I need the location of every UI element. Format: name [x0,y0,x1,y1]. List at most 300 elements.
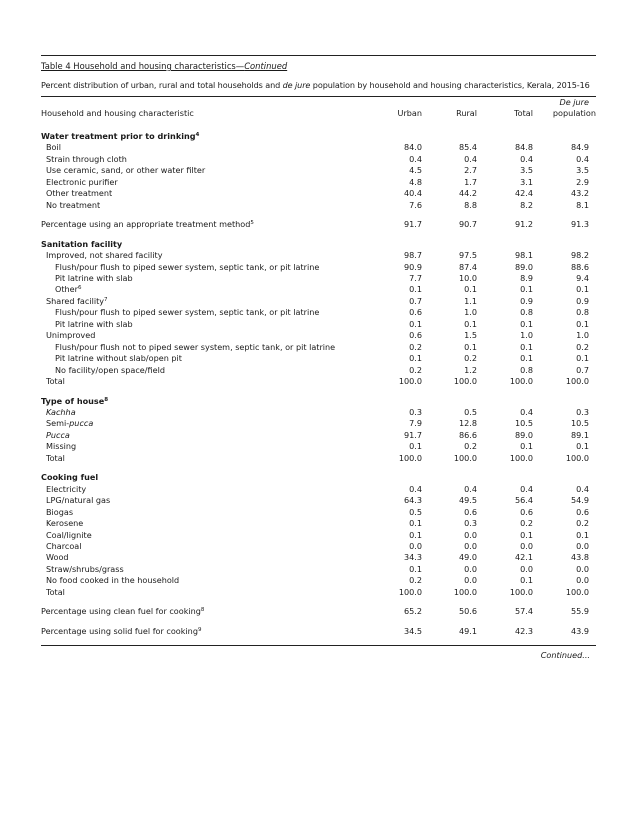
table-row [41,430,596,441]
cell-rural: 2.7 [464,165,477,176]
subtitle-text: Percent distribution of urban, rural and total households and [41,80,283,90]
cell-rural: 1.0 [464,307,477,318]
row-label-text: LPG/natural gas [46,495,111,506]
cell-total: 8.2 [520,199,533,210]
row-label-text: Percentage using clean fuel for cooking [41,606,201,617]
row-label [41,541,366,552]
cell-total: 89.0 [514,429,533,440]
row-label-text: Improved, not shared facility [46,250,163,261]
row-label [41,319,366,330]
cell-total: 0.4 [520,483,533,494]
spacer-row [41,388,596,396]
col-characteristic: Household and housing characteristic [41,108,194,118]
row-label [41,484,366,495]
cell-total: 57.4 [514,606,533,617]
table-row [41,165,596,176]
cell-total: 10.5 [514,418,533,429]
row-label-text: Strain through cloth [46,153,127,164]
table-row [41,330,596,341]
section-heading-text: Cooking fuel [41,472,99,483]
row-label [41,353,366,364]
row-label-text: Other [55,284,78,295]
table-row [41,530,596,541]
row-label [41,307,366,318]
table-row [41,154,596,165]
table-row [41,177,596,188]
cell-dejure: 98.2 [570,250,589,261]
row-label-text: Shared facility [46,295,105,306]
cell-rural: 44.2 [458,188,477,199]
cell-dejure: 1.0 [576,330,589,341]
row-label [41,407,366,418]
table-row [41,587,596,598]
cell-urban: 0.1 [409,518,422,529]
cell-total: 56.4 [514,495,533,506]
row-label [41,530,366,541]
cell-urban: 0.6 [409,307,422,318]
cell-dejure: 43.9 [570,625,589,636]
row-label-text: Percentage using solid fuel for cooking [41,625,198,636]
row-label-text: Wood [46,552,69,563]
cell-rural: 0.0 [464,540,477,551]
cell-rural: 8.8 [464,199,477,210]
table-row [41,541,596,552]
cell-rural: 1.7 [464,176,477,187]
cell-urban: 40.4 [403,188,422,199]
row-label-text: Percentage using an appropriate treatment method [41,219,251,230]
section-heading [41,131,596,142]
table-row [41,262,596,273]
cell-dejure: 0.0 [576,540,589,551]
table-row [41,495,596,506]
row-label [41,587,366,598]
table-subtitle [41,80,596,90]
table-row [41,626,596,637]
row-label-text: Pucca [46,429,70,440]
cell-rural: 49.0 [458,552,477,563]
cell-total: 0.8 [520,364,533,375]
cell-rural: 49.1 [458,625,477,636]
cell-dejure: 0.0 [576,575,589,586]
row-label-text: No treatment [46,199,101,210]
cell-dejure: 2.9 [576,176,589,187]
row-label-text: Electricity [46,483,87,494]
row-label-text: Flush/pour flush to piped sewer system, septic tank, or pit latrine [55,261,320,272]
cell-rural: 0.4 [464,483,477,494]
cell-urban: 0.1 [409,441,422,452]
table-row [41,353,596,364]
cell-total: 3.5 [520,165,533,176]
row-label-text: Coal/lignite [46,529,92,540]
cell-rural: 90.7 [458,219,477,230]
cell-total: 0.1 [520,575,533,586]
row-label-text: Flush/pour flush to piped sewer system, septic tank, or pit latrine [55,307,320,318]
cell-dejure: 0.1 [576,529,589,540]
cell-dejure: 0.1 [576,284,589,295]
cell-urban: 100.0 [398,376,422,387]
cell-total: 42.1 [514,552,533,563]
cell-urban: 0.1 [409,353,422,364]
cell-urban: 0.1 [409,284,422,295]
cell-total: 42.3 [514,625,533,636]
header-row-2 [41,108,596,122]
cell-dejure: 0.3 [576,406,589,417]
cell-urban: 0.2 [409,364,422,375]
cell-total: 100.0 [509,586,533,597]
row-label [41,296,366,307]
cell-rural: 0.6 [464,506,477,517]
cell-dejure: 3.5 [576,165,589,176]
row-label-text: Straw/shrubs/grass [46,563,124,574]
cell-rural: 100.0 [453,376,477,387]
cell-total: 100.0 [509,452,533,463]
cell-rural: 85.4 [458,142,477,153]
table-row [41,518,596,529]
row-label [41,495,366,506]
cell-total: 42.4 [514,188,533,199]
section-heading-text: Water treatment prior to drinking [41,131,196,141]
table-row [41,507,596,518]
cell-urban: 0.0 [409,540,422,551]
row-label-text: No facility/open space/field [55,364,165,375]
spacer-cell [41,388,596,396]
cell-rural: 0.1 [464,284,477,295]
row-label-text: Pit latrine without slab/open pit [55,353,182,364]
cell-dejure: 8.1 [576,199,589,210]
row-label [41,552,366,563]
top-rule [41,55,596,56]
cell-dejure: 0.1 [576,318,589,329]
cell-total: 3.1 [520,176,533,187]
cell-total: 0.1 [520,284,533,295]
cell-urban: 100.0 [398,452,422,463]
cell-dejure: 100.0 [565,376,589,387]
spacer-row [41,464,596,472]
cell-total: 0.6 [520,506,533,517]
cell-dejure: 0.1 [576,353,589,364]
footnote-marker: 6 [77,285,82,292]
cell-urban: 34.3 [403,552,422,563]
cell-rural: 0.0 [464,529,477,540]
cell-rural: 87.4 [458,261,477,272]
continued-note: Continued... [540,650,590,661]
row-label [41,441,366,452]
cell-urban: 91.7 [403,429,422,440]
cell-rural: 1.2 [464,364,477,375]
cell-total: 0.1 [520,441,533,452]
footnote-marker: 9 [197,626,202,633]
cell-rural: 0.0 [464,575,477,586]
cell-dejure: 0.9 [576,295,589,306]
section-heading-text: Type of house [41,395,105,406]
cell-urban: 0.1 [409,529,422,540]
cell-total: 98.1 [514,250,533,261]
cell-urban: 64.3 [403,495,422,506]
table-row [41,484,596,495]
cell-dejure: 0.1 [576,441,589,452]
row-label [41,177,366,188]
cell-dejure: 0.2 [576,341,589,352]
cell-dejure: 54.9 [570,495,589,506]
row-label-text: Unimproved [46,330,96,341]
cell-total: 0.0 [520,540,533,551]
row-label [41,200,366,211]
row-label [41,142,366,153]
col-total: Total [514,108,533,118]
cell-urban: 0.1 [409,318,422,329]
footnote-marker: 8 [200,607,205,614]
row-label-text: Use ceramic, sand, or other water filter [46,165,206,176]
row-label-text: Kerosene [46,518,84,529]
cell-urban: 7.7 [409,272,422,283]
cell-dejure: 0.2 [576,518,589,529]
row-label [41,507,366,518]
cell-urban: 0.7 [409,295,422,306]
spacer-cell [41,211,596,219]
section-heading [41,472,596,483]
col-dejure-line1: De jure [559,97,589,107]
row-label-text: No food cooked in the household [46,575,180,586]
spacer-cell [41,598,596,606]
row-label [41,330,366,341]
section-heading-row [41,131,596,142]
footnote-marker: 7 [104,296,108,303]
spacer-row [41,637,596,645]
cell-urban: 0.2 [409,575,422,586]
cell-total: 0.2 [520,518,533,529]
row-label [41,365,366,376]
row-label-text: Biogas [46,506,74,517]
footnote-marker: 5 [250,220,254,227]
row-label-text: Pit latrine with slab [55,318,133,329]
cell-urban: 98.7 [403,250,422,261]
spacer-cell [41,122,596,131]
cell-urban: 65.2 [403,606,422,617]
cell-urban: 0.3 [409,406,422,417]
cell-rural: 0.0 [464,563,477,574]
cell-urban: 0.5 [409,506,422,517]
row-label-text: Missing [46,441,77,452]
cell-total: 0.1 [520,341,533,352]
cell-dejure: 89.1 [570,429,589,440]
cell-total: 0.1 [520,353,533,364]
row-label-text: Electronic purifier [46,176,118,187]
footnote-marker: 8 [104,396,109,403]
row-label [41,575,366,586]
cell-rural: 0.4 [464,153,477,164]
row-label-text: Boil [46,142,62,153]
row-label [41,154,366,165]
cell-rural: 100.0 [453,586,477,597]
cell-dejure: 100.0 [565,586,589,597]
cell-dejure: 55.9 [570,606,589,617]
row-label [41,564,366,575]
row-label-text: Flush/pour flush not to piped sewer system, septic tank, or pit latrine [55,341,336,352]
header-row-1 [41,97,596,108]
spacer-row [41,231,596,239]
row-label [41,188,366,199]
cell-total: 0.0 [520,563,533,574]
cell-rural: 0.2 [464,441,477,452]
cell-total: 0.9 [520,295,533,306]
cell-rural: 0.1 [464,318,477,329]
col-urban: Urban [397,108,422,118]
cell-urban: 84.0 [403,142,422,153]
table-body [41,122,596,645]
table-row [41,273,596,284]
cell-dejure: 0.4 [576,483,589,494]
cell-rural: 49.5 [458,495,477,506]
cell-total: 1.0 [520,330,533,341]
table-row [41,284,596,295]
cell-dejure: 100.0 [565,452,589,463]
spacer-cell [41,231,596,239]
cell-rural: 0.1 [464,341,477,352]
table-title-text: Table 4 Household and housing characteristics— [41,61,245,71]
row-label [41,453,366,464]
subtitle-italic: de jure [282,80,311,90]
cell-total: 84.8 [514,142,533,153]
row-label [41,430,366,441]
table-row [41,453,596,464]
table-row [41,188,596,199]
table-row [41,307,596,318]
cell-rural: 50.6 [458,606,477,617]
table-row [41,552,596,563]
table-row [41,200,596,211]
row-label [41,418,366,429]
cell-total: 0.1 [520,529,533,540]
row-label [41,376,366,387]
cell-total: 0.1 [520,318,533,329]
row-label-text: Total [46,452,65,463]
cell-dejure: 0.8 [576,307,589,318]
cell-rural: 0.2 [464,353,477,364]
row-label [41,219,366,230]
table-row [41,564,596,575]
document-page [41,55,596,660]
table-row [41,407,596,418]
cell-rural: 10.0 [458,272,477,283]
cell-urban: 7.6 [409,199,422,210]
section-heading-row [41,396,596,407]
table-row [41,441,596,452]
footnote-marker: 4 [195,132,200,138]
table-row [41,342,596,353]
bottom-rule [41,645,596,646]
row-label-text: Kachha [46,406,76,417]
spacer-row [41,211,596,219]
cell-dejure: 0.7 [576,364,589,375]
cell-total: 89.0 [514,261,533,272]
section-heading-row [41,472,596,483]
col-dejure-line2: population [552,108,596,118]
subtitle-text-end: population by household and housing characteristics, Kerala, 2015-16 [310,80,590,90]
cell-dejure: 9.4 [576,272,589,283]
cell-total: 0.4 [520,153,533,164]
section-heading [41,396,596,407]
cell-total: 8.9 [520,272,533,283]
row-label-text: Pit latrine with slab [55,272,133,283]
cell-rural: 100.0 [453,452,477,463]
cell-rural: 0.3 [464,518,477,529]
table-row [41,319,596,330]
cell-dejure: 43.2 [570,188,589,199]
row-label [41,262,366,273]
cell-rural: 86.6 [458,429,477,440]
section-heading-text: Sanitation facility [41,238,123,249]
cell-dejure: 0.6 [576,506,589,517]
section-heading [41,239,596,250]
row-label [41,518,366,529]
cell-rural: 0.5 [464,406,477,417]
cell-dejure: 0.0 [576,563,589,574]
cell-total: 91.2 [514,219,533,230]
cell-urban: 100.0 [398,586,422,597]
row-label-text: Other treatment [46,188,113,199]
cell-rural: 97.5 [458,250,477,261]
row-label-italic: pucca [69,418,94,429]
table-title [41,61,596,71]
cell-urban: 4.5 [409,165,422,176]
table-row [41,376,596,387]
cell-dejure: 84.9 [570,142,589,153]
cell-urban: 7.9 [409,418,422,429]
cell-dejure: 10.5 [570,418,589,429]
row-label [41,273,366,284]
spacer-row [41,122,596,131]
row-label [41,626,366,637]
table-row [41,219,596,230]
spacer-cell [41,618,596,626]
cell-urban: 34.5 [403,625,422,636]
cell-total: 100.0 [509,376,533,387]
section-heading-row [41,239,596,250]
cell-dejure: 88.6 [570,261,589,272]
cell-urban: 4.8 [409,176,422,187]
table-row [41,365,596,376]
row-label [41,284,366,295]
table-row [41,142,596,153]
table-row [41,575,596,586]
cell-total: 0.8 [520,307,533,318]
cell-urban: 0.4 [409,483,422,494]
cell-dejure: 91.3 [570,219,589,230]
spacer-cell [41,464,596,472]
data-table [41,97,596,645]
cell-urban: 0.2 [409,341,422,352]
row-label [41,342,366,353]
row-label [41,606,366,617]
cell-rural: 12.8 [458,418,477,429]
table-title-continued: Continued [244,61,288,71]
table-row [41,296,596,307]
cell-urban: 90.9 [403,261,422,272]
row-label-text: Charcoal [46,540,82,551]
table-row [41,606,596,617]
row-label-text: Total [46,376,65,387]
spacer-row [41,618,596,626]
cell-rural: 1.5 [464,330,477,341]
cell-dejure: 0.4 [576,153,589,164]
cell-urban: 91.7 [403,219,422,230]
cell-urban: 0.6 [409,330,422,341]
row-label-text: Semi- [46,418,70,429]
cell-dejure: 43.8 [570,552,589,563]
cell-urban: 0.4 [409,153,422,164]
cell-urban: 0.1 [409,563,422,574]
row-label-text: Total [46,586,65,597]
